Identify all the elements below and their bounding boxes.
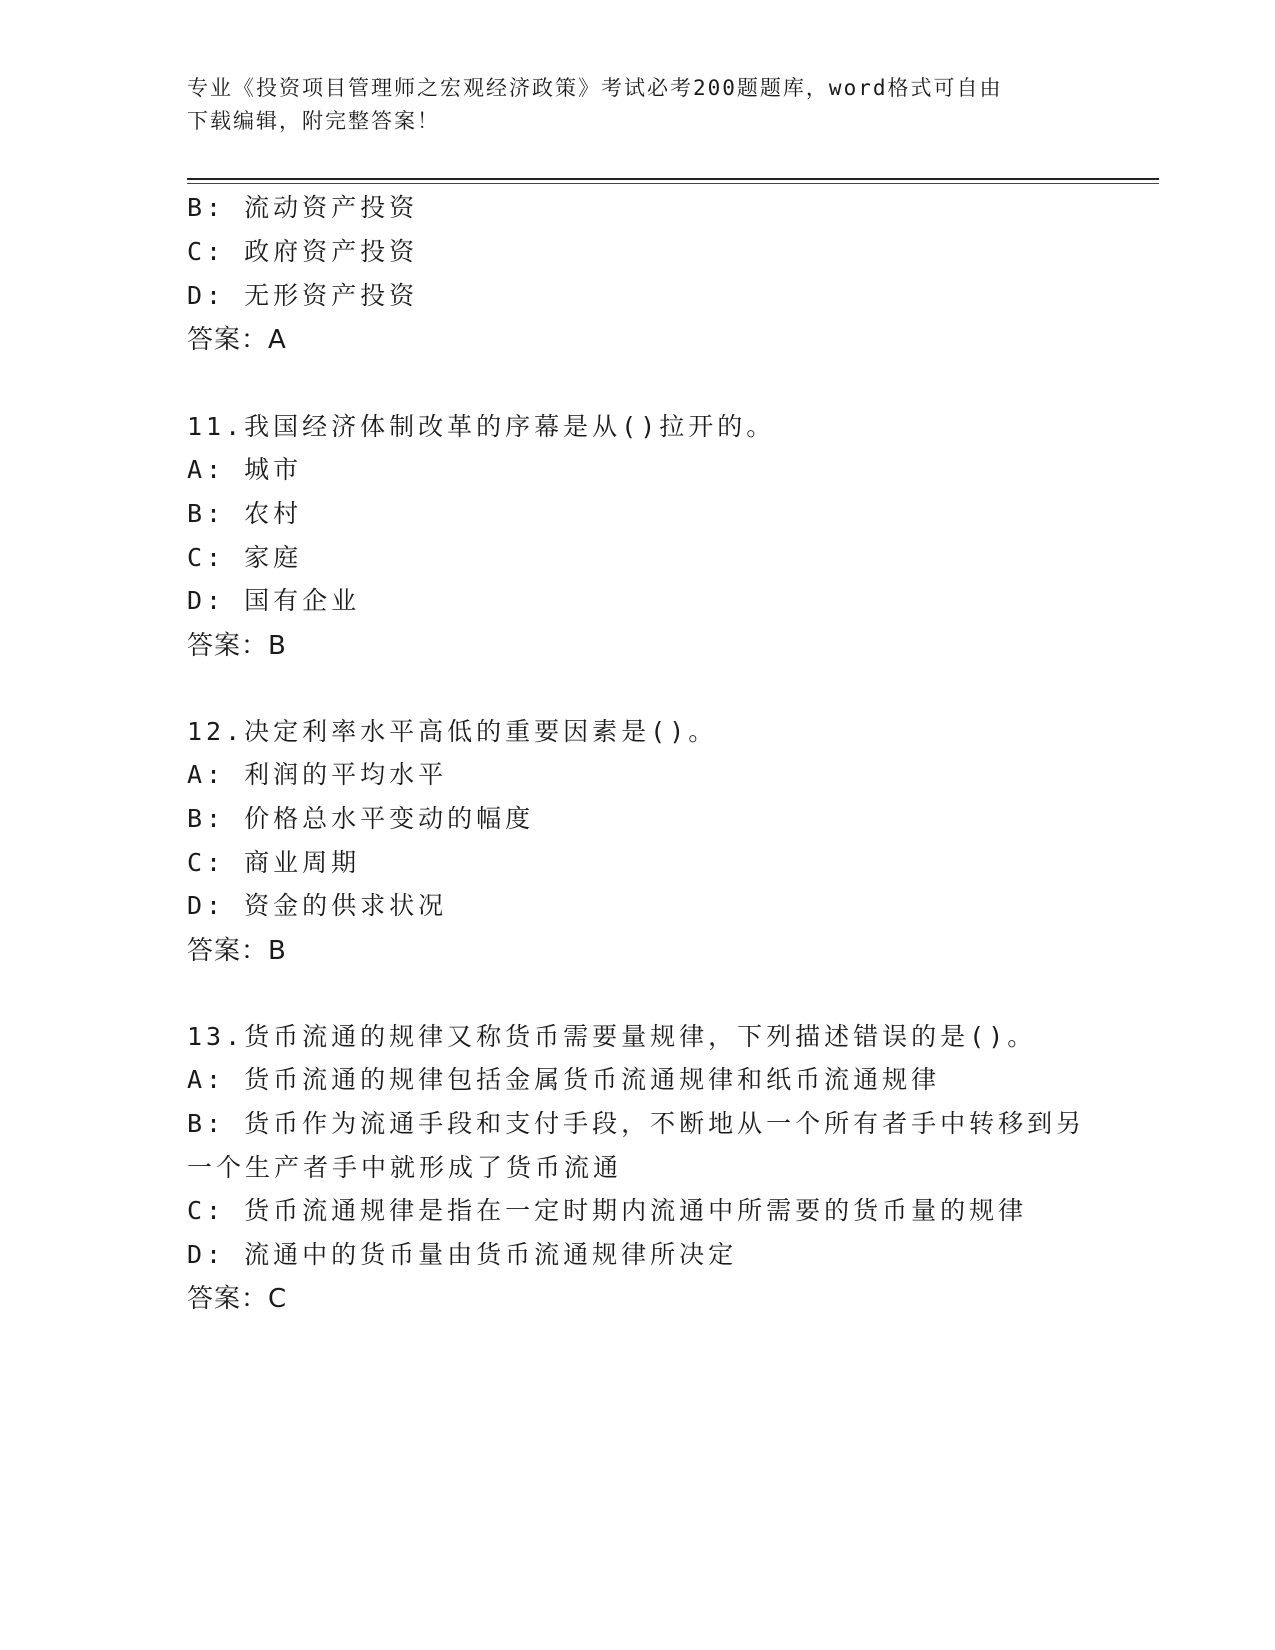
q12-option-d: D: 资金的供求状况: [187, 891, 448, 920]
q12-option-a: A: 利润的平均水平: [187, 760, 448, 789]
q12-option-c: C: 商业周期: [187, 848, 361, 877]
q10-option-d: D: 无形资产投资: [187, 281, 419, 310]
q13-option-d: D: 流通中的货币量由货币流通规律所决定: [187, 1240, 738, 1269]
q13-option-b: B: 货币作为流通手段和支付手段，不断地从一个所有者手中转移到另: [187, 1109, 1086, 1138]
q13-option-b-continued: 一个生产者手中就形成了货币流通: [187, 1153, 623, 1182]
header-line-2: 下载编辑，附完整答案！: [187, 109, 440, 133]
q11-answer: 答案：B: [187, 631, 287, 661]
header-divider-thick: [187, 178, 1159, 180]
q12-option-b: B: 价格总水平变动的幅度: [187, 804, 535, 833]
header-line-1: 专业《投资项目管理师之宏观经济政策》考试必考200题题库，word格式可自由: [187, 76, 1003, 100]
q10-option-c: C: 政府资产投资: [187, 237, 419, 266]
q13-question: 13.货币流通的规律又称货币需要量规律，下列描述错误的是()。: [187, 1022, 1037, 1051]
header-divider-thin: [187, 183, 1159, 184]
q12-question: 12.决定利率水平高低的重要因素是()。: [187, 717, 718, 746]
q10-answer: 答案：A: [187, 325, 287, 355]
q11-option-a: A: 城市: [187, 455, 303, 484]
q11-option-b: B: 农村: [187, 499, 303, 528]
q13-option-a: A: 货币流通的规律包括金属货币流通规律和纸币流通规律: [187, 1065, 941, 1094]
document-header: [187, 72, 1087, 138]
q11-question: 11.我国经济体制改革的序幕是从()拉开的。: [187, 412, 776, 441]
q11-option-d: D: 国有企业: [187, 586, 361, 615]
q10-option-b: B: 流动资产投资: [187, 193, 419, 222]
q12-answer: 答案：B: [187, 936, 287, 966]
q13-option-c: C: 货币流通规律是指在一定时期内流通中所需要的货币量的规律: [187, 1196, 1028, 1225]
q11-option-c: C: 家庭: [187, 543, 303, 572]
q13-answer: 答案：C: [187, 1284, 288, 1314]
